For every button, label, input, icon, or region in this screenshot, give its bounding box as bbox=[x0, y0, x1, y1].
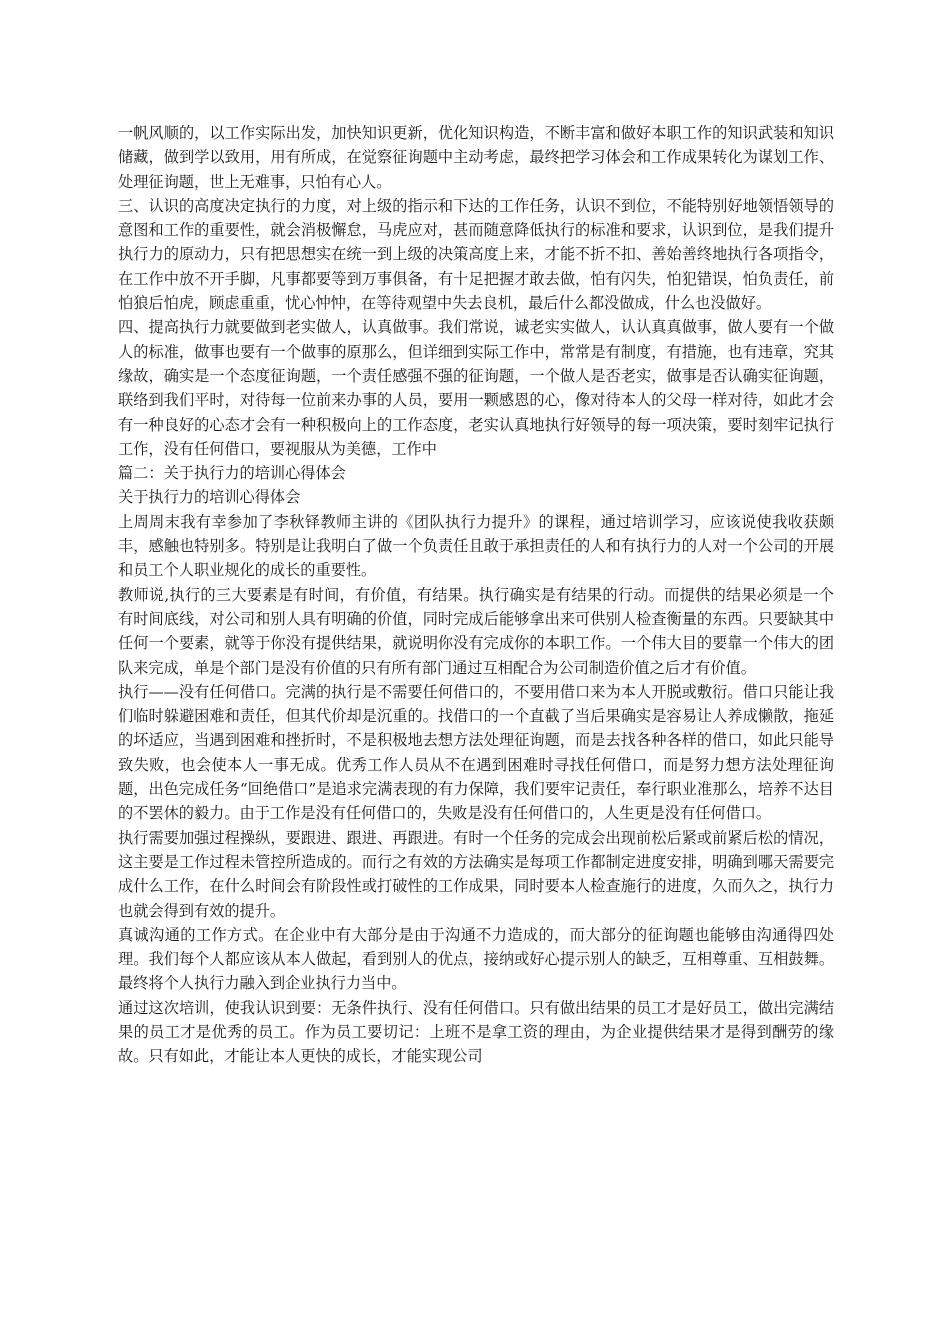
document-body bbox=[118, 121, 834, 1069]
paragraph-communication: 真诚沟通的工作方式。在企业中有大部分是由于沟通不力造成的，而大部分的征询题也能够由沟通得四处理。我们每个人都应该从本人做起，看到别人的优点，接纳或好心提示别人的缺乏，互相尊重、互相鼓舞。最终将个人执行力融入到企业执行力当中。 bbox=[118, 925, 834, 993]
paragraph-conclusion: 通过这次培训，使我认识到要：无条件执行、没有任何借口。只有做出结果的员工才是好员工，做出完满结果的员工才是优秀的员工。作为员工要切记：上班不是拿工资的理由，为企业提供结果才是得到酬劳的缘故。只有如此，才能让本人更快的成长，才能实现公司 bbox=[118, 998, 834, 1066]
paragraph-process-control: 执行需要加强过程操纵，要跟进、跟进、再跟进。有时一个任务的完成会出现前松后紧或前紧后松的情况，这主要是工作过程未管控所造成的。而行之有效的方法确实是每项工作都制定进度安排，明确到哪天需要完成什么工作，在什么时间会有阶段性或打破性的工作成果，同时要本人检查施行的进度，久而久之，执行力也就会得到有效的提升。 bbox=[118, 828, 834, 920]
paragraph-no-excuses: 执行——没有任何借口。完满的执行是不需要任何借口的，不要用借口来为本人开脱或敷衍。借口只能让我们临时躲避困难和责任，但其代价却是沉重的。找借口的一个直截了当后果确实是容易让人养成懒散，拖延的坏适应，当遇到困难和挫折时，不是积极地去想方法处理征询题，而是去找各种各样的借口，如此只能导致失败，也会使本人一事无成。优秀工作人员从不在遇到困难时寻找任何借口，而是努力想方法处理征询题，出色完成任务“回绝借口”是追求完满表现的有力保障，我们要牢记责任，奉行职业准那么，培养不达目的不罢休的毅力。由于工作是没有任何借口的，失败是没有任何借口的，人生更是没有任何借口。 bbox=[118, 682, 834, 823]
paragraph-three-elements: 教师说,执行的三大要素是有时间，有价值，有结果。执行确实是有结果的行动。而提供的结果必须是一个有时间底线，对公司和别人具有明确的价值，同时完成后能够拿出来可供别人检查衡量的东西。只要缺其中任何一个要素，就等于你没有提供结果，就说明你没有完成你的本职工作。一个伟大目的要靠一个伟大的团队来完成，单是个部门是没有价值的只有所有部门通过互相配合为公司制造价值之后才有价值。 bbox=[118, 585, 834, 677]
paragraph-section-three: 三、认识的高度决定执行的力度，对上级的指示和下达的工作任务，认识不到位，不能特别好地领悟领导的意图和工作的重要性，就会消极懈怠，马虎应对，甚而随意降低执行的标准和要求，认识到位，是我们提升执行力的原动力，只有把思想实在统一到上级的决策高度上来，才能不折不扣、善始善终地执行各项指令，在工作中放不开手脚，凡事都要等到万事俱备，有十足把握才敢去做，怕有闪失，怕犯错误，怕负责任，前怕狼后怕虎，顾虑重重，忧心忡忡，在等待观望中失去良机，最后什么都没做成，什么也没做好。 bbox=[118, 196, 834, 313]
paragraph-section-four: 四、提高执行力就要做到老实做人，认真做事。我们常说，诚老实实做人，认认真真做事，做人要有一个做人的标准，做事也要有一个做事的原那么，但详细到实际工作中，常常是有制度，有措施，也有违章，究其缘故，确实是一个态度征询题，一个责任感强不强的征询题，一个做人是否老实，做事是否认确实征询题，联络到我们平时，对待每一位前来办事的人员，要用一颗感恩的心，像对待本人的父母一样对待，如此才会有一种良好的心态才会有一种积极向上的工作态度，老实认真地执行好领导的每一项决策，要时刻牢记执行工作，没有任何借口，要视服从为美德，工作中 bbox=[118, 318, 834, 458]
chapter-heading: 篇二：关于执行力的培训心得体会 bbox=[118, 464, 346, 483]
paragraph-training-intro: 上周周末我有幸参加了李秋铎教师主讲的《团队执行力提升》的课程，通过培训学习，应该说使我收获颇丰，感触也特别多。特别是让我明白了做一个负责任且敢于承担责任的人和有执行力的人对一个公司的开展和员工个人职业规化的成长的重要性。 bbox=[118, 512, 834, 580]
article-title: 关于执行力的培训心得体会 bbox=[118, 488, 301, 507]
paragraph-continuation: 一帆风顺的，以工作实际出发，加快知识更新，优化知识构造，不断丰富和做好本职工作的知识武装和知识储藏，做到学以致用，用有所成，在觉察征询题中主动考虑，最终把学习体会和工作成果转化为谋划工作、处理征询题，世上无难事，只怕有心人。 bbox=[118, 124, 834, 191]
